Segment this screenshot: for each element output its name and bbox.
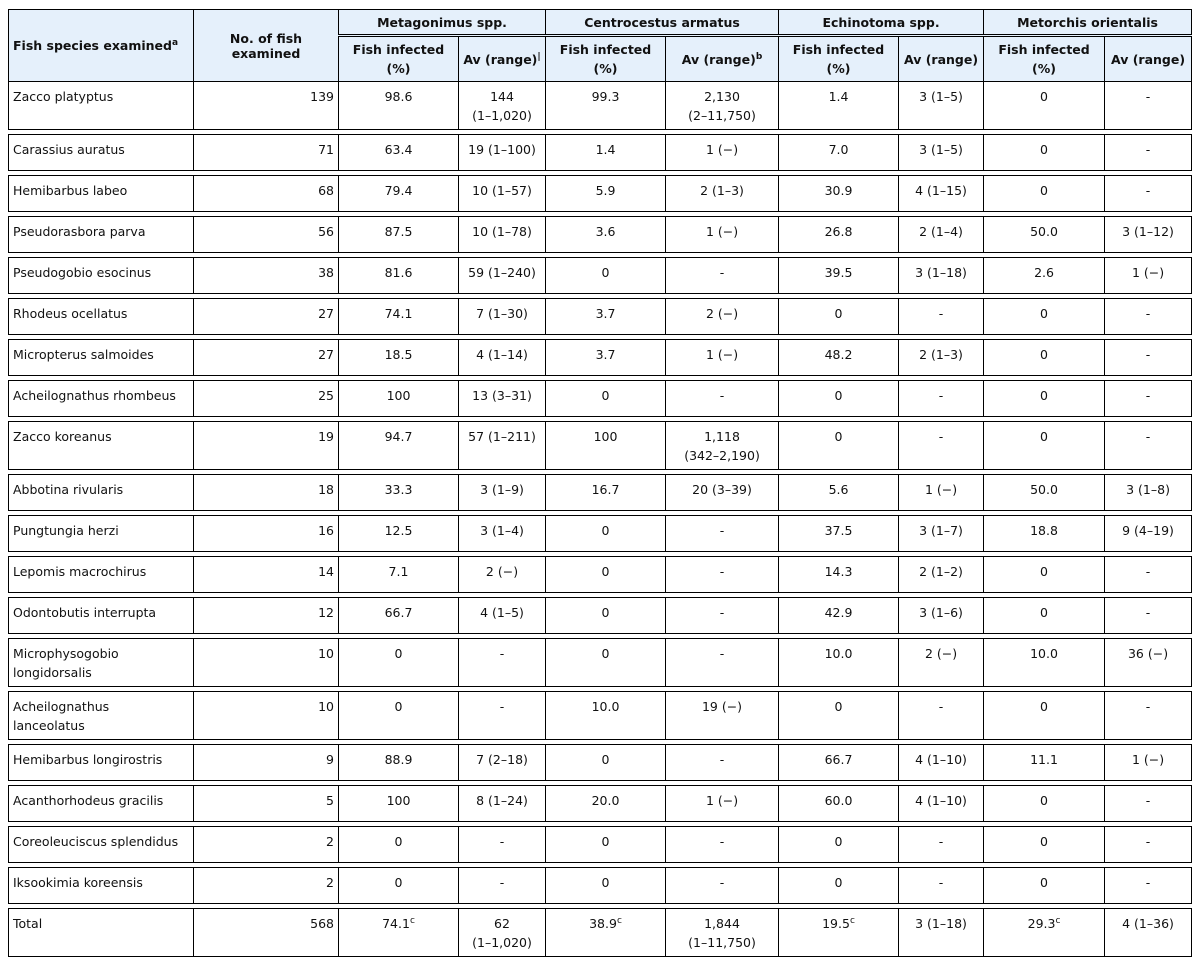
metagonimus-infected-cell: 74.1 [339, 299, 459, 335]
metagonimus-infected-cell: 66.7 [339, 598, 459, 634]
metagonimus-infected-cell: 18.5 [339, 340, 459, 376]
echinotoma-av-cell: 3 (1–18) [899, 258, 984, 294]
centrocestus-av-cell: 19 (−) [666, 692, 779, 740]
species-name-cell: Abbotina rivularis [9, 475, 194, 511]
metorchis-infected-cell: 0 [984, 82, 1105, 130]
echinotoma-infected-cell: 7.0 [779, 135, 899, 171]
fish-infection-table [8, 9, 1192, 957]
metorchis-infected-cell: 0 [984, 557, 1105, 593]
metorchis-av-cell: 1 (−) [1105, 745, 1192, 781]
centrocestus-infected-cell: 16.7 [546, 475, 666, 511]
echinotoma-infected-cell: 66.7 [779, 745, 899, 781]
metorchis-av-cell: - [1105, 299, 1192, 335]
centrocestus-av-cell: 1 (−) [666, 135, 779, 171]
fish-count-cell: 5 [194, 786, 339, 822]
echinotoma-av-cell: 3 (1–7) [899, 516, 984, 552]
centrocestus-infected-cell: 20.0 [546, 786, 666, 822]
echinotoma-infected-cell: 42.9 [779, 598, 899, 634]
metorchis-infected-cell: 0 [984, 340, 1105, 376]
echinotoma-av-cell: 4 (1–10) [899, 786, 984, 822]
species-name-cell: Iksookimia koreensis [9, 868, 194, 904]
centrocestus-infected-cell: 0 [546, 516, 666, 552]
species-name-cell: Pungtungia herzi [9, 516, 194, 552]
echinotoma-av-cell: - [899, 299, 984, 335]
centrocestus-infected-cell: 100 [546, 422, 666, 470]
echinotoma-av-cell: 3 (1–6) [899, 598, 984, 634]
fish-count-cell: 568 [194, 909, 339, 957]
centrocestus-infected-cell: 0 [546, 557, 666, 593]
metagonimus-infected-cell: 33.3 [339, 475, 459, 511]
fish-count-cell: 2 [194, 827, 339, 863]
echinotoma-infected-cell: 14.3 [779, 557, 899, 593]
metagonimus-av-cell: 8 (1–24) [459, 786, 546, 822]
metorchis-av-cell: - [1105, 381, 1192, 417]
centrocestus-infected-cell: 0 [546, 258, 666, 294]
metagonimus-av-cell: 3 (1–9) [459, 475, 546, 511]
fish-count-cell: 27 [194, 299, 339, 335]
centrocestus-infected-cell: 0 [546, 598, 666, 634]
fish-count-cell: 18 [194, 475, 339, 511]
centrocestus-av-cell: 2 (1–3) [666, 176, 779, 212]
centrocestus-infected-cell: 3.6 [546, 217, 666, 253]
table-row [9, 135, 1192, 171]
metorchis-infected-cell: 11.1 [984, 745, 1105, 781]
metorchis-infected-cell: 0 [984, 598, 1105, 634]
metagonimus-infected-cell: 63.4 [339, 135, 459, 171]
centrocestus-infected-cell: 0 [546, 745, 666, 781]
metorchis-av-cell: - [1105, 176, 1192, 212]
metorchis-infected-cell: 0 [984, 827, 1105, 863]
metorchis-av-cell: - [1105, 598, 1192, 634]
echinotoma-infected-cell: 30.9 [779, 176, 899, 212]
centrocestus-av-cell: - [666, 258, 779, 294]
metagonimus-infected-cell: 0 [339, 639, 459, 687]
metagonimus-av-cell: 4 (1–5) [459, 598, 546, 634]
metagonimus-av-cell: 4 (1–14) [459, 340, 546, 376]
echinotoma-infected-cell: 26.8 [779, 217, 899, 253]
centrocestus-infected-cell: 0 [546, 868, 666, 904]
centrocestus-av-cell: 1 (−) [666, 340, 779, 376]
fish-count-cell: 25 [194, 381, 339, 417]
fish-count-cell: 19 [194, 422, 339, 470]
echinotoma-group-header: Echinotoma spp. [779, 10, 984, 36]
metagonimus-av-cell: 10 (1–57) [459, 176, 546, 212]
species-name-cell: Pseudogobio esocinus [9, 258, 194, 294]
metagonimus-av-header: Av (range)| [459, 36, 546, 82]
echinotoma-av-cell: - [899, 827, 984, 863]
species-name-cell: Pseudorasbora parva [9, 217, 194, 253]
fish-count-cell: 56 [194, 217, 339, 253]
fish-count-cell: 38 [194, 258, 339, 294]
table-row [9, 692, 1192, 740]
metorchis-av-cell: - [1105, 422, 1192, 470]
fish-count-cell: 68 [194, 176, 339, 212]
metorchis-infected-cell: 0 [984, 786, 1105, 822]
fish-count-column-header: No. of fish examined [194, 10, 339, 82]
metagonimus-av-cell: 144 (1–1,020) [459, 82, 546, 130]
table-row [9, 422, 1192, 470]
metagonimus-av-cell: 19 (1–100) [459, 135, 546, 171]
metorchis-infected-cell: 0 [984, 135, 1105, 171]
centrocestus-av-header: Av (range)$^b$ [666, 36, 779, 82]
table-row [9, 598, 1192, 634]
metagonimus-av-cell: - [459, 692, 546, 740]
table-row [9, 299, 1192, 335]
species-name-cell: Lepomis macrochirus [9, 557, 194, 593]
species-column-header: Fish species examined$^a$ [9, 10, 194, 82]
fish-count-cell: 10 [194, 639, 339, 687]
metorchis-infected-cell: 0 [984, 422, 1105, 470]
centrocestus-av-cell: 2 (−) [666, 299, 779, 335]
metagonimus-infected-cell: 100 [339, 381, 459, 417]
centrocestus-group-header: Centrocestus armatus [546, 10, 779, 36]
metagonimus-infected-cell: 94.7 [339, 422, 459, 470]
centrocestus-infected-cell: 0 [546, 381, 666, 417]
echinotoma-av-cell: 4 (1–10) [899, 745, 984, 781]
centrocestus-infected-cell: 1.4 [546, 135, 666, 171]
centrocestus-av-cell: 20 (3–39) [666, 475, 779, 511]
fish-count-cell: 139 [194, 82, 339, 130]
species-name-cell: Zacco koreanus [9, 422, 194, 470]
centrocestus-infected-cell: 10.0 [546, 692, 666, 740]
metagonimus-infected-cell: 0 [339, 692, 459, 740]
metagonimus-av-cell: 62 (1–1,020) [459, 909, 546, 957]
fish-count-cell: 16 [194, 516, 339, 552]
echinotoma-av-cell: - [899, 868, 984, 904]
centrocestus-av-cell: - [666, 557, 779, 593]
echinotoma-av-cell: - [899, 381, 984, 417]
echinotoma-infected-cell: 37.5 [779, 516, 899, 552]
metorchis-infected-cell: 0 [984, 299, 1105, 335]
metorchis-av-cell: 4 (1–36) [1105, 909, 1192, 957]
echinotoma-infected-cell: 48.2 [779, 340, 899, 376]
fish-count-cell: 12 [194, 598, 339, 634]
centrocestus-av-cell: 1 (−) [666, 786, 779, 822]
metorchis-infected-cell: 2.6 [984, 258, 1105, 294]
metagonimus-av-cell: - [459, 639, 546, 687]
metagonimus-av-cell: 7 (2–18) [459, 745, 546, 781]
metorchis-infected-cell: 50.0 [984, 475, 1105, 511]
table-row [9, 82, 1192, 130]
metorchis-av-cell: - [1105, 827, 1192, 863]
species-name-cell: Micropterus salmoides [9, 340, 194, 376]
species-name-cell: Odontobutis interrupta [9, 598, 194, 634]
table-row [9, 258, 1192, 294]
centrocestus-av-cell: - [666, 827, 779, 863]
species-name-cell: Total [9, 909, 194, 957]
centrocestus-infected-cell: 3.7 [546, 299, 666, 335]
echinotoma-infected-cell: 0 [779, 422, 899, 470]
centrocestus-av-cell: - [666, 598, 779, 634]
table-row [9, 340, 1192, 376]
table-row [9, 868, 1192, 904]
metorchis-av-cell: 9 (4–19) [1105, 516, 1192, 552]
echinotoma-av-cell: 2 (−) [899, 639, 984, 687]
echinotoma-av-cell: 3 (1–5) [899, 135, 984, 171]
metorchis-infected-header: Fish infected (%) [984, 36, 1105, 82]
metorchis-infected-cell: 0 [984, 381, 1105, 417]
fish-count-cell: 14 [194, 557, 339, 593]
echinotoma-infected-cell: 0 [779, 827, 899, 863]
centrocestus-av-cell: 1 (−) [666, 217, 779, 253]
fish-count-cell: 10 [194, 692, 339, 740]
echinotoma-infected-cell: 0 [779, 692, 899, 740]
metagonimus-av-cell: 59 (1–240) [459, 258, 546, 294]
metorchis-group-header: Metorchis orientalis [984, 10, 1192, 36]
metagonimus-av-cell: 3 (1–4) [459, 516, 546, 552]
metorchis-av-cell: - [1105, 868, 1192, 904]
metorchis-infected-cell: 0 [984, 868, 1105, 904]
table-row [9, 516, 1192, 552]
species-name-cell: Acheilognathus lanceolatus [9, 692, 194, 740]
metagonimus-infected-cell: 74.1$^c$ [339, 909, 459, 957]
echinotoma-av-cell: - [899, 692, 984, 740]
metagonimus-av-cell: 10 (1–78) [459, 217, 546, 253]
metagonimus-group-header: Metagonimus spp. [339, 10, 546, 36]
centrocestus-av-cell: - [666, 868, 779, 904]
centrocestus-av-cell: - [666, 745, 779, 781]
centrocestus-av-cell: - [666, 639, 779, 687]
species-name-cell: Carassius auratus [9, 135, 194, 171]
table-row [9, 381, 1192, 417]
echinotoma-infected-header: Fish infected (%) [779, 36, 899, 82]
metagonimus-av-cell: - [459, 868, 546, 904]
fish-count-cell: 2 [194, 868, 339, 904]
metorchis-infected-cell: 50.0 [984, 217, 1105, 253]
metorchis-av-cell: - [1105, 340, 1192, 376]
species-name-cell: Coreoleuciscus splendidus [9, 827, 194, 863]
metorchis-av-cell: - [1105, 557, 1192, 593]
metagonimus-av-cell: 13 (3–31) [459, 381, 546, 417]
species-name-cell: Zacco platyptus [9, 82, 194, 130]
metorchis-av-cell: 3 (1–12) [1105, 217, 1192, 253]
metagonimus-infected-cell: 79.4 [339, 176, 459, 212]
metorchis-av-cell: - [1105, 692, 1192, 740]
table-row [9, 475, 1192, 511]
metorchis-av-header: Av (range) [1105, 36, 1192, 82]
table-row [9, 745, 1192, 781]
table-row [9, 827, 1192, 863]
echinotoma-infected-cell: 19.5$^c$ [779, 909, 899, 957]
centrocestus-infected-cell: 99.3 [546, 82, 666, 130]
data-table-container [8, 9, 1191, 957]
fish-count-cell: 71 [194, 135, 339, 171]
centrocestus-infected-cell: 5.9 [546, 176, 666, 212]
metagonimus-av-cell: 7 (1–30) [459, 299, 546, 335]
centrocestus-infected-header: Fish infected (%) [546, 36, 666, 82]
table-body [9, 82, 1192, 957]
species-name-cell: Rhodeus ocellatus [9, 299, 194, 335]
species-name-cell: Acheilognathus rhombeus [9, 381, 194, 417]
centrocestus-av-cell: 2,130 (2–11,750) [666, 82, 779, 130]
echinotoma-infected-cell: 39.5 [779, 258, 899, 294]
metagonimus-infected-cell: 88.9 [339, 745, 459, 781]
metorchis-av-cell: - [1105, 786, 1192, 822]
metorchis-infected-cell: 29.3$^c$ [984, 909, 1105, 957]
centrocestus-infected-cell: 0 [546, 827, 666, 863]
metorchis-av-cell: - [1105, 135, 1192, 171]
centrocestus-infected-cell: 3.7 [546, 340, 666, 376]
fish-count-cell: 9 [194, 745, 339, 781]
metorchis-infected-cell: 10.0 [984, 639, 1105, 687]
metorchis-av-cell: 1 (−) [1105, 258, 1192, 294]
table-row [9, 557, 1192, 593]
metagonimus-infected-header: Fish infected (%) [339, 36, 459, 82]
echinotoma-infected-cell: 0 [779, 381, 899, 417]
metagonimus-infected-cell: 87.5 [339, 217, 459, 253]
echinotoma-infected-cell: 0 [779, 868, 899, 904]
metagonimus-av-cell: 2 (−) [459, 557, 546, 593]
centrocestus-av-cell: - [666, 381, 779, 417]
metagonimus-infected-cell: 12.5 [339, 516, 459, 552]
species-name-cell: Hemibarbus longirostris [9, 745, 194, 781]
species-name-cell: Acanthorhodeus gracilis [9, 786, 194, 822]
metorchis-infected-cell: 18.8 [984, 516, 1105, 552]
total-row [9, 909, 1192, 957]
metorchis-av-cell: - [1105, 82, 1192, 130]
species-name-cell: Hemibarbus labeo [9, 176, 194, 212]
species-name-cell: Microphysogobio longidorsalis [9, 639, 194, 687]
echinotoma-infected-cell: 60.0 [779, 786, 899, 822]
centrocestus-infected-cell: 38.9$^c$ [546, 909, 666, 957]
metagonimus-infected-cell: 0 [339, 868, 459, 904]
metagonimus-infected-cell: 0 [339, 827, 459, 863]
metagonimus-infected-cell: 98.6 [339, 82, 459, 130]
table-row [9, 786, 1192, 822]
echinotoma-infected-cell: 10.0 [779, 639, 899, 687]
table-header [9, 10, 1192, 82]
fish-count-cell: 27 [194, 340, 339, 376]
metorchis-infected-cell: 0 [984, 176, 1105, 212]
metagonimus-av-cell: - [459, 827, 546, 863]
table-row [9, 217, 1192, 253]
metagonimus-av-cell: 57 (1–211) [459, 422, 546, 470]
centrocestus-av-cell: - [666, 516, 779, 552]
metagonimus-infected-cell: 100 [339, 786, 459, 822]
echinotoma-av-cell: 4 (1–15) [899, 176, 984, 212]
centrocestus-infected-cell: 0 [546, 639, 666, 687]
metagonimus-infected-cell: 7.1 [339, 557, 459, 593]
metorchis-infected-cell: 0 [984, 692, 1105, 740]
echinotoma-av-cell: 2 (1–2) [899, 557, 984, 593]
table-row [9, 639, 1192, 687]
echinotoma-av-cell: 2 (1–3) [899, 340, 984, 376]
echinotoma-av-cell: 2 (1–4) [899, 217, 984, 253]
metorchis-av-cell: 36 (−) [1105, 639, 1192, 687]
echinotoma-av-cell: - [899, 422, 984, 470]
echinotoma-infected-cell: 0 [779, 299, 899, 335]
metorchis-av-cell: 3 (1–8) [1105, 475, 1192, 511]
metagonimus-infected-cell: 81.6 [339, 258, 459, 294]
echinotoma-infected-cell: 5.6 [779, 475, 899, 511]
table-row [9, 176, 1192, 212]
centrocestus-av-cell: 1,844 (1–11,750) [666, 909, 779, 957]
centrocestus-av-cell: 1,118 (342–2,190) [666, 422, 779, 470]
echinotoma-av-cell: 1 (−) [899, 475, 984, 511]
echinotoma-infected-cell: 1.4 [779, 82, 899, 130]
echinotoma-av-header: Av (range) [899, 36, 984, 82]
echinotoma-av-cell: 3 (1–5) [899, 82, 984, 130]
echinotoma-av-cell: 3 (1–18) [899, 909, 984, 957]
